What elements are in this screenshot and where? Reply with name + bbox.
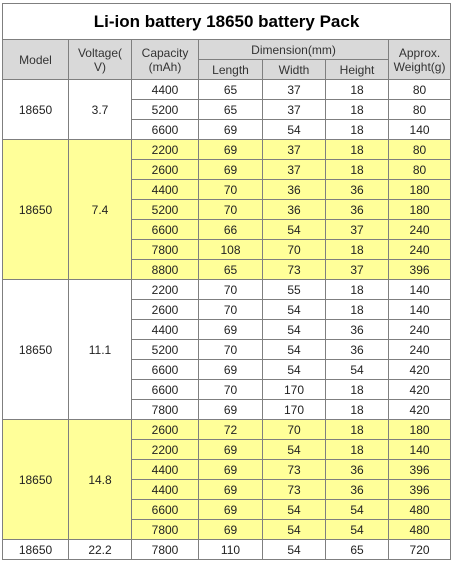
length-cell: 70 (199, 300, 263, 320)
table-row (3, 540, 451, 560)
width-cell: 54 (263, 540, 326, 560)
capacity-cell: 4400 (132, 180, 199, 200)
capacity-cell: 4400 (132, 460, 199, 480)
width-cell: 37 (263, 80, 326, 100)
capacity-cell: 6600 (132, 380, 199, 400)
weight-cell: 140 (389, 300, 451, 320)
length-cell: 69 (199, 120, 263, 140)
length-cell: 70 (199, 180, 263, 200)
width-cell: 54 (263, 340, 326, 360)
weight-cell: 420 (389, 400, 451, 420)
height-cell: 65 (326, 540, 389, 560)
width-cell: 54 (263, 320, 326, 340)
weight-cell: 80 (389, 160, 451, 180)
height-cell: 18 (326, 160, 389, 180)
weight-cell: 240 (389, 320, 451, 340)
height-cell: 36 (326, 180, 389, 200)
width-cell: 73 (263, 460, 326, 480)
capacity-cell: 5200 (132, 200, 199, 220)
height-cell: 18 (326, 380, 389, 400)
width-cell: 36 (263, 180, 326, 200)
width-cell: 54 (263, 220, 326, 240)
weight-cell: 420 (389, 380, 451, 400)
header-width: Width (263, 60, 326, 80)
width-cell: 54 (263, 300, 326, 320)
width-cell: 37 (263, 140, 326, 160)
voltage-cell: 7.4 (69, 140, 132, 280)
width-cell: 54 (263, 120, 326, 140)
capacity-cell: 6600 (132, 120, 199, 140)
capacity-cell: 2600 (132, 160, 199, 180)
length-cell: 69 (199, 400, 263, 420)
weight-cell: 80 (389, 100, 451, 120)
length-cell: 69 (199, 320, 263, 340)
height-cell: 18 (326, 240, 389, 260)
weight-cell: 420 (389, 360, 451, 380)
weight-cell: 480 (389, 520, 451, 540)
width-cell: 73 (263, 260, 326, 280)
length-cell: 69 (199, 440, 263, 460)
capacity-cell: 2600 (132, 300, 199, 320)
length-cell: 65 (199, 260, 263, 280)
height-cell: 18 (326, 140, 389, 160)
table-row (3, 280, 451, 300)
width-cell: 170 (263, 400, 326, 420)
width-cell: 170 (263, 380, 326, 400)
weight-cell: 396 (389, 460, 451, 480)
height-cell: 36 (326, 340, 389, 360)
width-cell: 70 (263, 420, 326, 440)
weight-cell: 140 (389, 440, 451, 460)
capacity-cell: 6600 (132, 500, 199, 520)
voltage-cell: 11.1 (69, 280, 132, 420)
height-cell: 18 (326, 280, 389, 300)
capacity-cell: 2200 (132, 140, 199, 160)
capacity-cell: 2600 (132, 420, 199, 440)
voltage-cell: 14.8 (69, 420, 132, 540)
height-cell: 18 (326, 440, 389, 460)
capacity-cell: 7800 (132, 540, 199, 560)
model-cell: 18650 (3, 420, 69, 540)
length-cell: 66 (199, 220, 263, 240)
length-cell: 72 (199, 420, 263, 440)
length-cell: 69 (199, 460, 263, 480)
capacity-cell: 8800 (132, 260, 199, 280)
capacity-cell: 6600 (132, 360, 199, 380)
weight-cell: 240 (389, 240, 451, 260)
height-cell: 18 (326, 100, 389, 120)
table-body (3, 80, 451, 560)
battery-spec-sheet (2, 3, 450, 560)
weight-cell: 480 (389, 500, 451, 520)
length-cell: 69 (199, 520, 263, 540)
width-cell: 70 (263, 240, 326, 260)
length-cell: 69 (199, 480, 263, 500)
weight-cell: 140 (389, 120, 451, 140)
weight-cell: 180 (389, 180, 451, 200)
width-cell: 73 (263, 480, 326, 500)
weight-cell: 240 (389, 340, 451, 360)
length-cell: 65 (199, 80, 263, 100)
header-capacity: Capacity (mAh) (132, 40, 199, 80)
height-cell: 18 (326, 300, 389, 320)
weight-cell: 140 (389, 280, 451, 300)
width-cell: 54 (263, 500, 326, 520)
capacity-cell: 5200 (132, 100, 199, 120)
weight-cell: 180 (389, 420, 451, 440)
height-cell: 18 (326, 80, 389, 100)
height-cell: 18 (326, 400, 389, 420)
height-cell: 18 (326, 420, 389, 440)
capacity-cell: 5200 (132, 340, 199, 360)
capacity-cell: 4400 (132, 480, 199, 500)
weight-cell: 720 (389, 540, 451, 560)
length-cell: 70 (199, 380, 263, 400)
weight-cell: 180 (389, 200, 451, 220)
weight-cell: 396 (389, 260, 451, 280)
length-cell: 65 (199, 100, 263, 120)
height-cell: 36 (326, 480, 389, 500)
table-title: Li-ion battery 18650 battery Pack (3, 4, 451, 40)
width-cell: 54 (263, 520, 326, 540)
length-cell: 69 (199, 360, 263, 380)
weight-cell: 80 (389, 140, 451, 160)
capacity-cell: 2200 (132, 440, 199, 460)
header-length: Length (199, 60, 263, 80)
length-cell: 110 (199, 540, 263, 560)
height-cell: 54 (326, 360, 389, 380)
battery-spec-table (2, 3, 451, 560)
length-cell: 70 (199, 280, 263, 300)
model-cell: 18650 (3, 140, 69, 280)
weight-cell: 80 (389, 80, 451, 100)
length-cell: 69 (199, 140, 263, 160)
height-cell: 36 (326, 320, 389, 340)
height-cell: 54 (326, 520, 389, 540)
voltage-cell: 22.2 (69, 540, 132, 560)
capacity-cell: 6600 (132, 220, 199, 240)
header-model: Model (3, 40, 69, 80)
header-dimension: Dimension(mm) (199, 40, 389, 60)
weight-cell: 240 (389, 220, 451, 240)
height-cell: 37 (326, 260, 389, 280)
header-voltage: Voltage( V) (69, 40, 132, 80)
capacity-cell: 7800 (132, 520, 199, 540)
width-cell: 54 (263, 360, 326, 380)
length-cell: 70 (199, 200, 263, 220)
model-cell: 18650 (3, 280, 69, 420)
header-height: Height (326, 60, 389, 80)
length-cell: 69 (199, 500, 263, 520)
table-row (3, 420, 451, 440)
length-cell: 70 (199, 340, 263, 360)
table-row (3, 140, 451, 160)
height-cell: 36 (326, 200, 389, 220)
weight-cell: 396 (389, 480, 451, 500)
header-weight: Approx. Weight(g) (389, 40, 451, 80)
width-cell: 55 (263, 280, 326, 300)
table-row (3, 80, 451, 100)
height-cell: 18 (326, 120, 389, 140)
length-cell: 69 (199, 160, 263, 180)
voltage-cell: 3.7 (69, 80, 132, 140)
model-cell: 18650 (3, 540, 69, 560)
capacity-cell: 7800 (132, 240, 199, 260)
capacity-cell: 2200 (132, 280, 199, 300)
capacity-cell: 4400 (132, 80, 199, 100)
height-cell: 37 (326, 220, 389, 240)
width-cell: 54 (263, 440, 326, 460)
model-cell: 18650 (3, 80, 69, 140)
width-cell: 37 (263, 100, 326, 120)
length-cell: 108 (199, 240, 263, 260)
height-cell: 54 (326, 500, 389, 520)
capacity-cell: 4400 (132, 320, 199, 340)
capacity-cell: 7800 (132, 400, 199, 420)
width-cell: 37 (263, 160, 326, 180)
height-cell: 36 (326, 460, 389, 480)
width-cell: 36 (263, 200, 326, 220)
